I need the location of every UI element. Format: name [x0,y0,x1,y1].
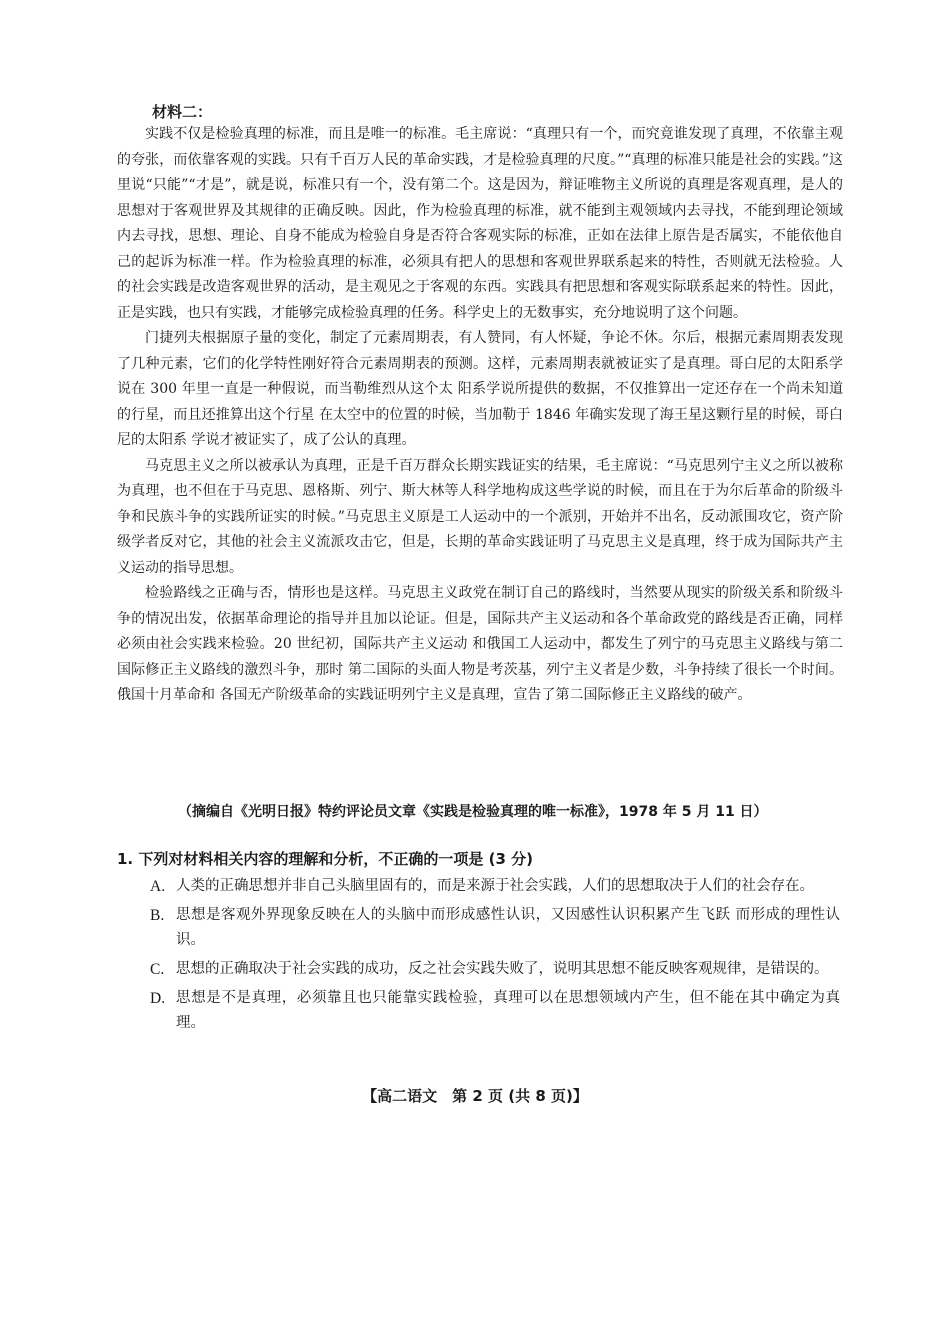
question-stem: 1. 下列对材料相关内容的理解和分析，不正确的一项是 (3 分) [117,850,533,868]
material-paragraph: 实践不仅是检验真理的标准，而且是唯一的标准。毛主席说：“真理只有一个，而究竟谁发现了真理，不依靠主观的夸张，而依靠客观的实践。只有千百万人民的革命实践，才是检验真理的尺度。”“真理的标准只能是社会的实践。”这里说“只能”“才是”，就是说，标准只有一个，没有第二个。这是因为，辩证唯物主义所说的真理是客观真理，是人的思想对于客观世界及其规律的正确反映。因此，作为检验真理的标准，就不能到主观领域内去寻找，不能到理论领域内去寻找，思想、理论、自身不能成为检验自身是否符合客观实际的标准，正如在法律上原告是否属实，不能依他自己的起诉为标准一样。作为检验真理的标准，必须具有把人的思想和客观世界联系起来的特性，否则就无法检验。人的社会实践是改造客观世界的活动，是主观见之于客观的东西。实践具有把思想和客观实际联系起来的特性。因此，正是实践，也只有实践，才能够完成检验真理的任务。科学史上的无数事实，充分地说明了这个问题。 [117,126,843,321]
page-footer: 【高二语文 第 2 页 (共 8 页)】 [362,1087,588,1105]
answer-options [150,874,840,1040]
option-letter: C. [150,961,165,978]
material-heading: 材料二： [152,103,213,121]
option-text: 思想是不是真理，必须靠且也只能靠实践检验，真理可以在思想领域内产生，但不能在其中确定为真理。 [176,990,840,1031]
option-text: 思想的正确取决于社会实践的成功，反之社会实践失败了，说明其思想不能反映客观规律，是错误的。 [176,961,829,977]
option-b [150,903,840,953]
option-text: 思想是客观外界现象反映在人的头脑中而形成感性认识，又因感性认识积累产生飞跃 而形成的理性认识。 [176,907,840,948]
material-paragraph: 马克思主义之所以被承认为真理，正是千百万群众长期实践证实的结果，毛主席说：“马克思列宁主义之所以被称为真理，也不但在于马克思、恩格斯、列宁、斯大林等人科学地构成这些学说的时候，而且在于为尔后革命的阶级斗争和民族斗争的实践所证实的时候。”马克思主义原是工人运动中的一个派别，开始并不出名，反动派围攻它，资产阶级学者反对它，其他的社会主义流派攻击它，但是，长期的革命实践证明了马克思主义是真理，终于成为国际共产主义运动的指导思想。 [117,457,843,576]
material-paragraph: 检验路线之正确与否，情形也是这样。马克思主义政党在制订自己的路线时，当然要从现实的阶级关系和阶级斗争的情况出发，依据革命理论的指导并且加以论证。但是，国际共产主义运动和各个革命政党的路线是否正确，同样必须由社会实践来检验。20 世纪初，国际共产主义运动 和俄国工人运动中，都发生了列宁的马克思主义路线与第二国际修正主义路线的激烈斗争，那时 第二国际的头面人物是考茨基，列宁主义者是少数，斗争持续了很长一个时间。俄国十月革命和 各国无产阶级革命的实践证明列宁主义是真理，宣告了第二国际修正主义路线的破产。 [117,585,843,703]
option-letter: B. [150,907,165,924]
option-letter: A. [150,878,166,895]
material-body [117,122,843,709]
option-c [150,957,840,982]
option-letter: D. [150,990,166,1007]
material-paragraph: 门捷列夫根据原子量的变化，制定了元素周期表，有人赞同，有人怀疑，争论不休。尔后，根据元素周期表发现了几种元素，它们的化学特性刚好符合元素周期表的预测。这样，元素周期表就被证实了是真理。哥白尼的太阳系学说在 300 年里一直是一种假说，而当勒维烈从这个太 阳系学说所提供的数据，不仅推算出一定还存在一个尚未知道的行星，而且还推算出这个行星 在太空中的位置的时候，当加勒于 1846 年确实发现了海王星这颗行星的时候，哥白尼的太阳系 学说才被证实了，成了公认的真理。 [117,330,843,448]
option-text: 人类的正确思想并非自己头脑里固有的，而是来源于社会实践，人们的思想取决于人们的社会存在。 [176,878,814,894]
source-citation: （摘编自《光明日报》特约评论员文章《实践是检验真理的唯一标准》，1978 年 5 月 11 日） [178,804,768,820]
option-d [150,986,840,1036]
option-a [150,874,840,899]
